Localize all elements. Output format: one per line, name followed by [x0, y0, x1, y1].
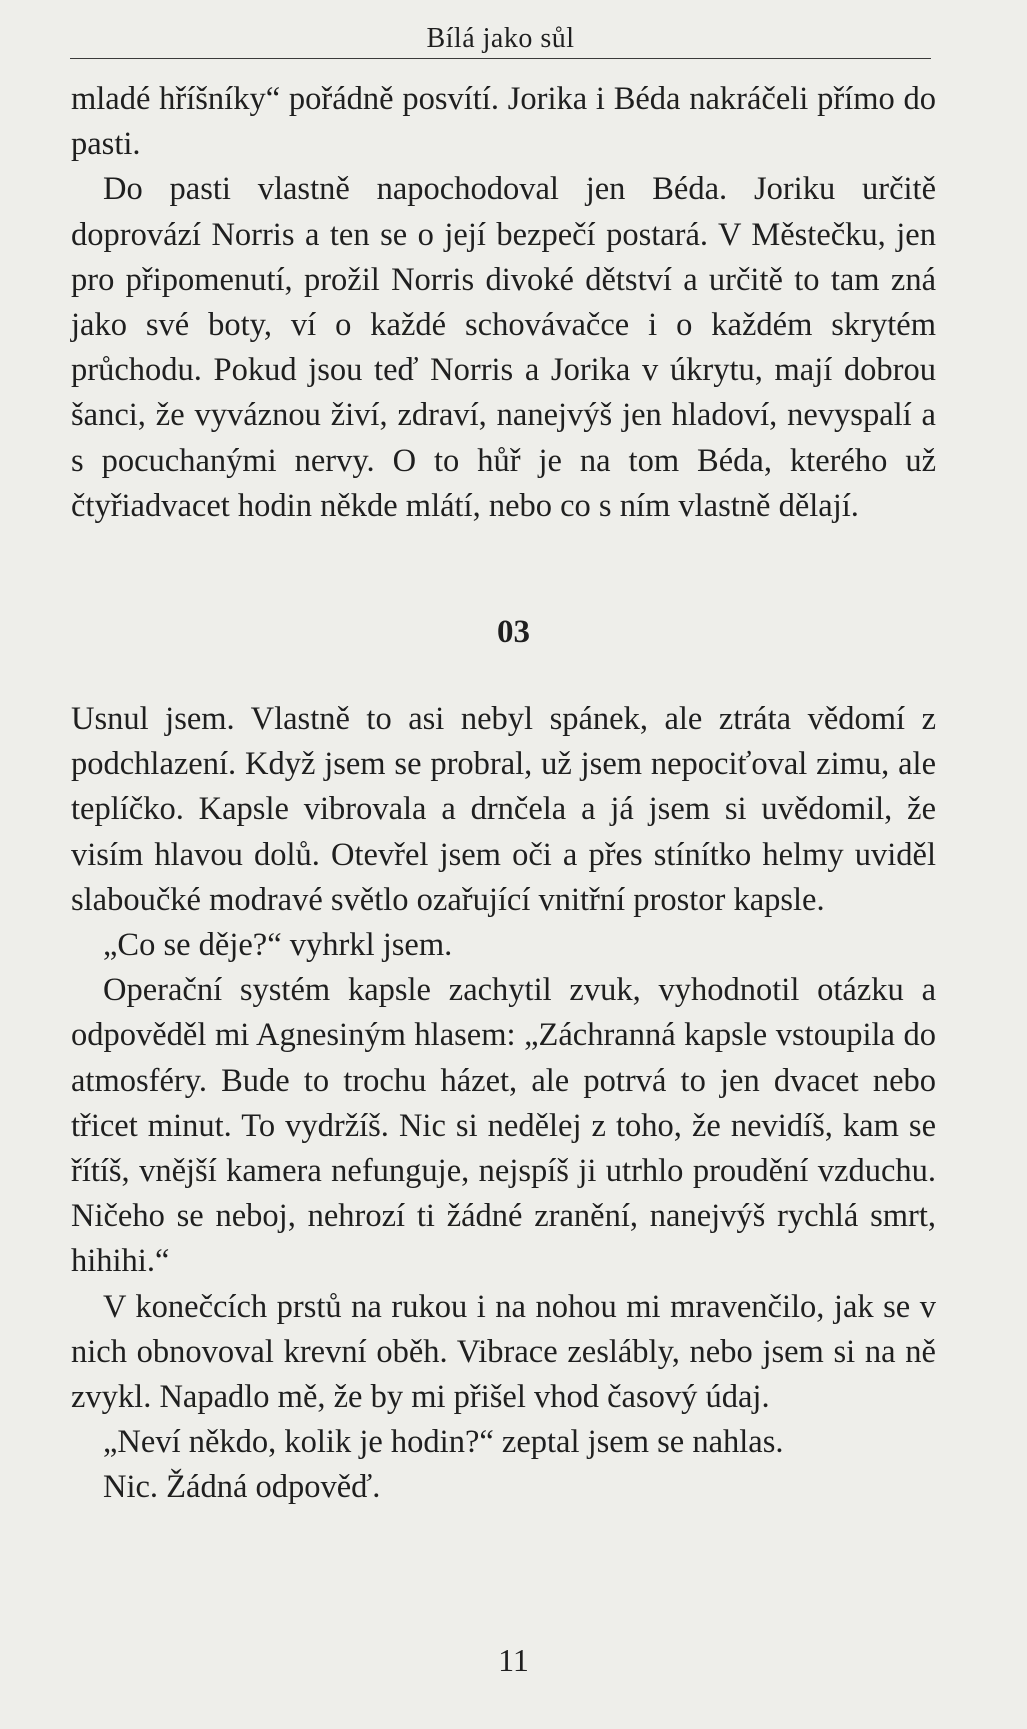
paragraph: Operační systém kapsle zachytil zvuk, vyhodnotil otázku a odpověděl mi Agnesiným hlasem: „Záchranná kapsle vstoupila do atmosféry. Bude to trochu házet, ale potrvá to jen dvacet nebo třicet minut. To vydržíš. Nic si nedělej z toho, že nevidíš, kam se řítíš, vnější kamera nefunguje, nejspíš ji utrhlo proudění vzduchu. Ničeho se neboj, nehrozí ti žádné zranění, nanejvýš rychlá smrt, hihihi.“ [71, 972, 936, 1280]
paragraph: Do pasti vlastně napochodoval jen Béda. Joriku určitě doprovází Norris a ten se o její bezpečí postará. V Městečku, jen pro připomenutí, prožil Norris divoké dětství a určitě to tam zná jako své boty, ví o každé schovávačce i o každém skrytém průchodu. Pokud jsou teď Norris a Jorika v úkrytu, mají dobrou šanci, že vyváznou živí, zdraví, nanejvýš jen hladoví, nevyspalí a s pocuchanými nervy. O to hůř je na tom Béda, kterého už čtyřiadvacet hodin někde mlátí, nebo co s ním vlastně dělají. [71, 171, 936, 524]
paragraph: „Co se děje?“ vyhrkl jsem. [103, 927, 453, 964]
text-block-bottom [71, 697, 936, 1511]
paragraph: „Neví někdo, kolik je hodin?“ zeptal jsem se nahlas. [103, 1424, 784, 1461]
text-block-top [71, 77, 936, 529]
paragraph: mladé hříšníky“ pořádně posvítí. Jorika i Béda nakráčeli přímo do pasti. [71, 81, 936, 163]
paragraph: V konečcích prstů na rukou i na nohou mi mravenčilo, jak se v nich obnovoval krevní oběh. Vibrace zeslábly, nebo jsem si na ně zvykl. Napadlo mě, že by mi přišel vhod časový údaj. [71, 1288, 936, 1416]
paragraph: Usnul jsem. Vlastně to asi nebyl spánek, ale ztráta vědomí z podchlazení. Když jsem se probral, už jsem nepociťoval zimu, ale teplíčko. Kapsle vibrovala a drnčela a já jsem si uvědomil, že visím hlavou dolů. Otevřel jsem oči a přes stínítko helmy uviděl slaboučké modravé světlo ozařující vnitřní prostor kapsle. [71, 701, 936, 918]
page-number: 11 [498, 1642, 529, 1678]
running-title: Bílá jako sůl [426, 23, 575, 54]
paragraph: Nic. Žádná odpověď. [103, 1469, 381, 1506]
chapter-number: 03 [497, 614, 530, 650]
running-header [70, 20, 931, 59]
